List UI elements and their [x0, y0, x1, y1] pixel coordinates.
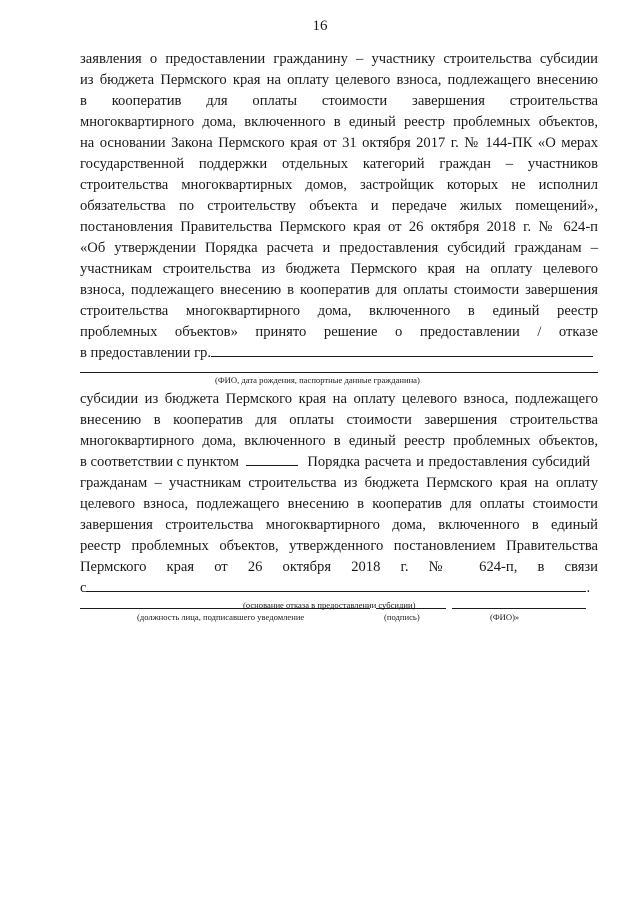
paragraph-line: внесению в кооператив для оплаты стоимости завершения строительства: [80, 412, 598, 428]
point-line-before: в соответствии с пунктом: [80, 454, 240, 470]
point-line-after: Порядка расчета и предоставления субсидий: [307, 454, 591, 470]
paragraph-line: завершения строительства многоквартирного дома, включенного в единый: [80, 517, 598, 533]
paragraph-line: целевого взноса, подлежащего внесению в кооператив для оплаты стоимости: [80, 496, 598, 512]
grant-line: [80, 343, 598, 363]
point-number-blank: [246, 452, 298, 466]
position-rule: [80, 608, 370, 609]
paragraph-line: многоквартирного дома, включенного в единый реестр проблемных объектов,: [80, 433, 598, 449]
position-caption: (должность лица, подписавшего уведомление: [137, 612, 305, 622]
paragraph-line: заявления о предоставлении гражданину – участнику строительства субсидии: [80, 51, 598, 67]
point-line: [80, 452, 598, 472]
page-number: 16: [312, 18, 328, 34]
paragraph-line: строительства многоквартирного дома, включенного в единый реестр: [80, 303, 598, 319]
reason-caption: (основание отказа в предоставлении субсидии): [243, 600, 416, 610]
paragraph-line: Пермского края от 26 октября 2018 г. № 624-п, в связи: [80, 559, 598, 575]
paragraph-line: обязательства по строительству объекта и передаче жилых помещений»,: [80, 198, 598, 214]
paragraph-line: субсидии из бюджета Пермского края на оплату целевого взноса, подлежащего: [80, 391, 598, 407]
paragraph-line: в кооператив для оплаты стоимости завершения строительства: [80, 93, 598, 109]
paragraph-line: строительства многоквартирных домов, застройщик которых не исполнил: [80, 177, 598, 193]
paragraph-line: гражданам – участникам строительства из бюджета Пермского края на оплату: [80, 475, 598, 491]
name-caption: (ФИО)»: [490, 612, 520, 622]
citizen-blank-field: [211, 343, 593, 357]
paragraph-line: реестр проблемных объектов, утвержденного постановлением Правительства: [80, 538, 598, 554]
paragraph-line: многоквартирного дома, включенного в единый реестр проблемных объектов,: [80, 114, 598, 130]
paragraph-line: проблемных объектов» принято решение о предоставлении / отказе: [80, 324, 598, 340]
paragraph-line: участникам строительства из бюджета Пермского края на оплату целевого: [80, 261, 598, 277]
signature-rule: [376, 608, 446, 609]
reason-blank-field: [86, 578, 586, 592]
reason-line-prefix: с: [80, 580, 87, 596]
reason-line: [80, 578, 598, 598]
fio-rule: [80, 372, 598, 373]
fio-caption: (ФИО, дата рождения, паспортные данные гражданина): [215, 375, 420, 385]
paragraph-line: взноса, подлежащего внесению в кооператив для оплаты стоимости завершения: [80, 282, 598, 298]
paragraph-line: на основании Закона Пермского края от 31 октября 2017 г. № 144-ПК «О мерах: [80, 135, 598, 151]
paragraph-line: постановления Правительства Пермского края от 26 октября 2018 г. № 624-п: [80, 219, 598, 235]
signature-caption: (подпись): [384, 612, 420, 622]
grant-line-prefix: в предоставлении гр.: [80, 345, 211, 361]
paragraph-line: из бюджета Пермского края на оплату целевого взноса, подлежащего внесению: [80, 72, 598, 88]
paragraph-line: «Об утверждении Порядка расчета и предоставления субсидий гражданам –: [80, 240, 598, 256]
reason-line-end: .: [586, 580, 591, 596]
paragraph-line: государственной поддержки отдельных категорий граждан – участников: [80, 156, 598, 172]
name-rule: [452, 608, 586, 609]
